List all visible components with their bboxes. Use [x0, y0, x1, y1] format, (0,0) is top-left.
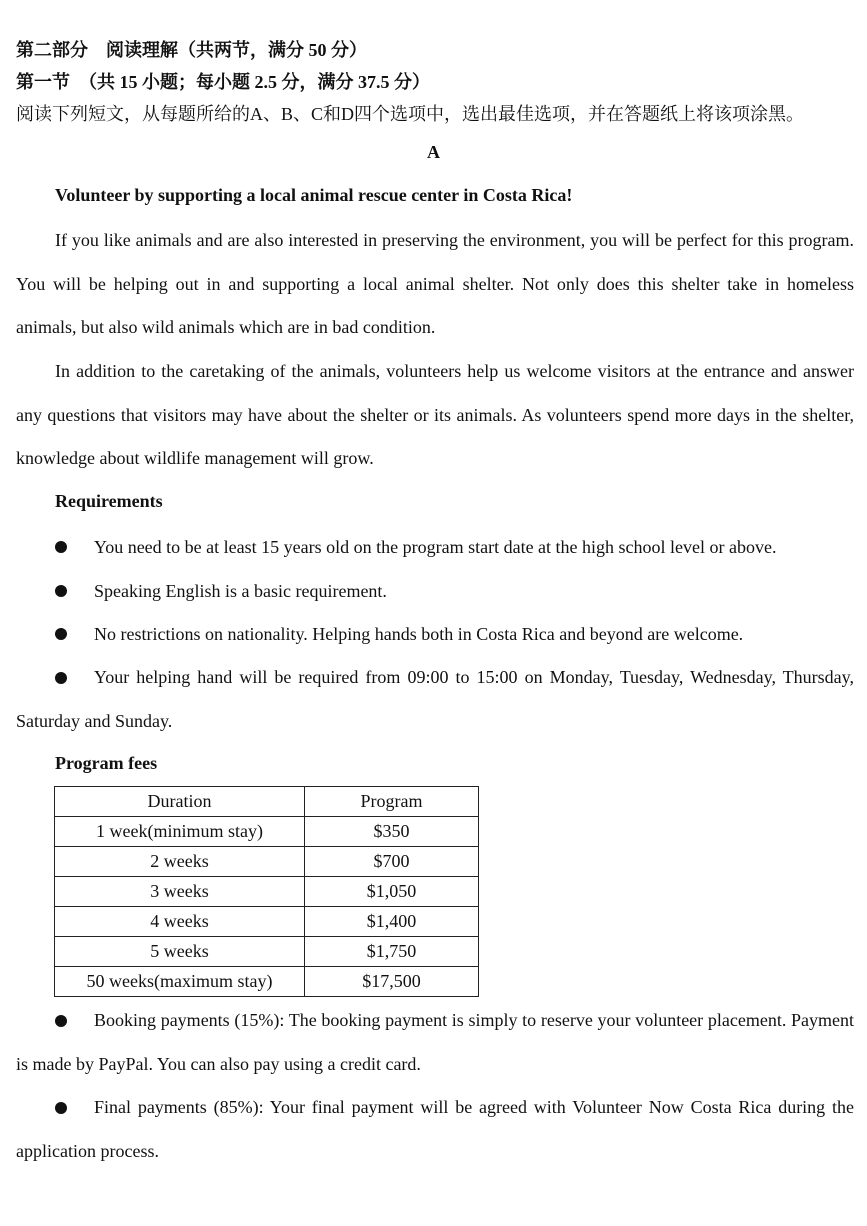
requirement-item-3: No restrictions on nationality. Helping hands both in Costa Rica and beyond are welcome. — [94, 624, 744, 644]
duration-cell: 4 weeks — [55, 907, 305, 937]
column-header-program: Program — [305, 787, 479, 817]
price-cell: $1,050 — [305, 877, 479, 907]
requirement-item-1: You need to be at least 15 years old on the program start date at the high school level or above. — [94, 537, 777, 557]
part-heading: 第二部分 阅读理解（共两节，满分 50 分） — [16, 40, 367, 60]
passage-letter: A — [427, 142, 440, 162]
table-row — [55, 847, 479, 877]
table-row — [55, 937, 479, 967]
paragraph-1: If you like animals and are also interested in preserving the environment, you will be perfect for this program. You will be helping out in and supporting a local animal shelter. Not only does this shelter take in homeless animals, but also wild animals which are in bad condition. — [16, 230, 854, 338]
price-cell: $350 — [305, 817, 479, 847]
fees-table — [54, 786, 479, 997]
bullet-icon — [55, 585, 67, 597]
booking-payment-text: Booking payments (15%): The booking payment is simply to reserve your volunteer placement. Payment is made by PayPal. You can also pay using a credit card. — [16, 1010, 854, 1074]
column-header-duration: Duration — [55, 787, 305, 817]
price-cell: $1,400 — [305, 907, 479, 937]
duration-cell: 2 weeks — [55, 847, 305, 877]
instruction-text: 阅读下列短文，从每题所给的A、B、C和D四个选项中，选出最佳选项，并在答题纸上将该项涂黑。 — [16, 104, 805, 124]
duration-cell: 5 weeks — [55, 937, 305, 967]
duration-cell: 3 weeks — [55, 877, 305, 907]
paragraph-2: In addition to the caretaking of the animals, volunteers help us welcome visitors at the entrance and answer any questions that visitors may have about the shelter or its animals. As volunteers spend more days in the shelter, knowledge about wildlife management will grow. — [16, 361, 854, 469]
bullet-icon — [55, 541, 67, 553]
table-row — [55, 817, 479, 847]
section-heading: 第一节 （共 15 小题；每小题 2.5 分，满分 37.5 分） — [16, 72, 430, 92]
passage-title: Volunteer by supporting a local animal rescue center in Costa Rica! — [55, 185, 573, 205]
table-row — [55, 877, 479, 907]
requirements-heading: Requirements — [55, 491, 163, 511]
bullet-icon — [55, 628, 67, 640]
table-row — [55, 907, 479, 937]
table-header-row — [55, 787, 479, 817]
price-cell: $700 — [305, 847, 479, 877]
fees-heading: Program fees — [55, 753, 158, 773]
requirement-item-2: Speaking English is a basic requirement. — [94, 581, 387, 601]
final-payment-text: Final payments (85%): Your final payment will be agreed with Volunteer Now Costa Rica during the application process. — [16, 1097, 854, 1161]
requirement-item-4: Your helping hand will be required from 09:00 to 15:00 on Monday, Tuesday, Wednesday, Thursday, Saturday and Sunday. — [16, 667, 854, 731]
table-row — [55, 967, 479, 997]
price-cell: $1,750 — [305, 937, 479, 967]
duration-cell: 1 week(minimum stay) — [55, 817, 305, 847]
price-cell: $17,500 — [305, 967, 479, 997]
duration-cell: 50 weeks(maximum stay) — [55, 967, 305, 997]
